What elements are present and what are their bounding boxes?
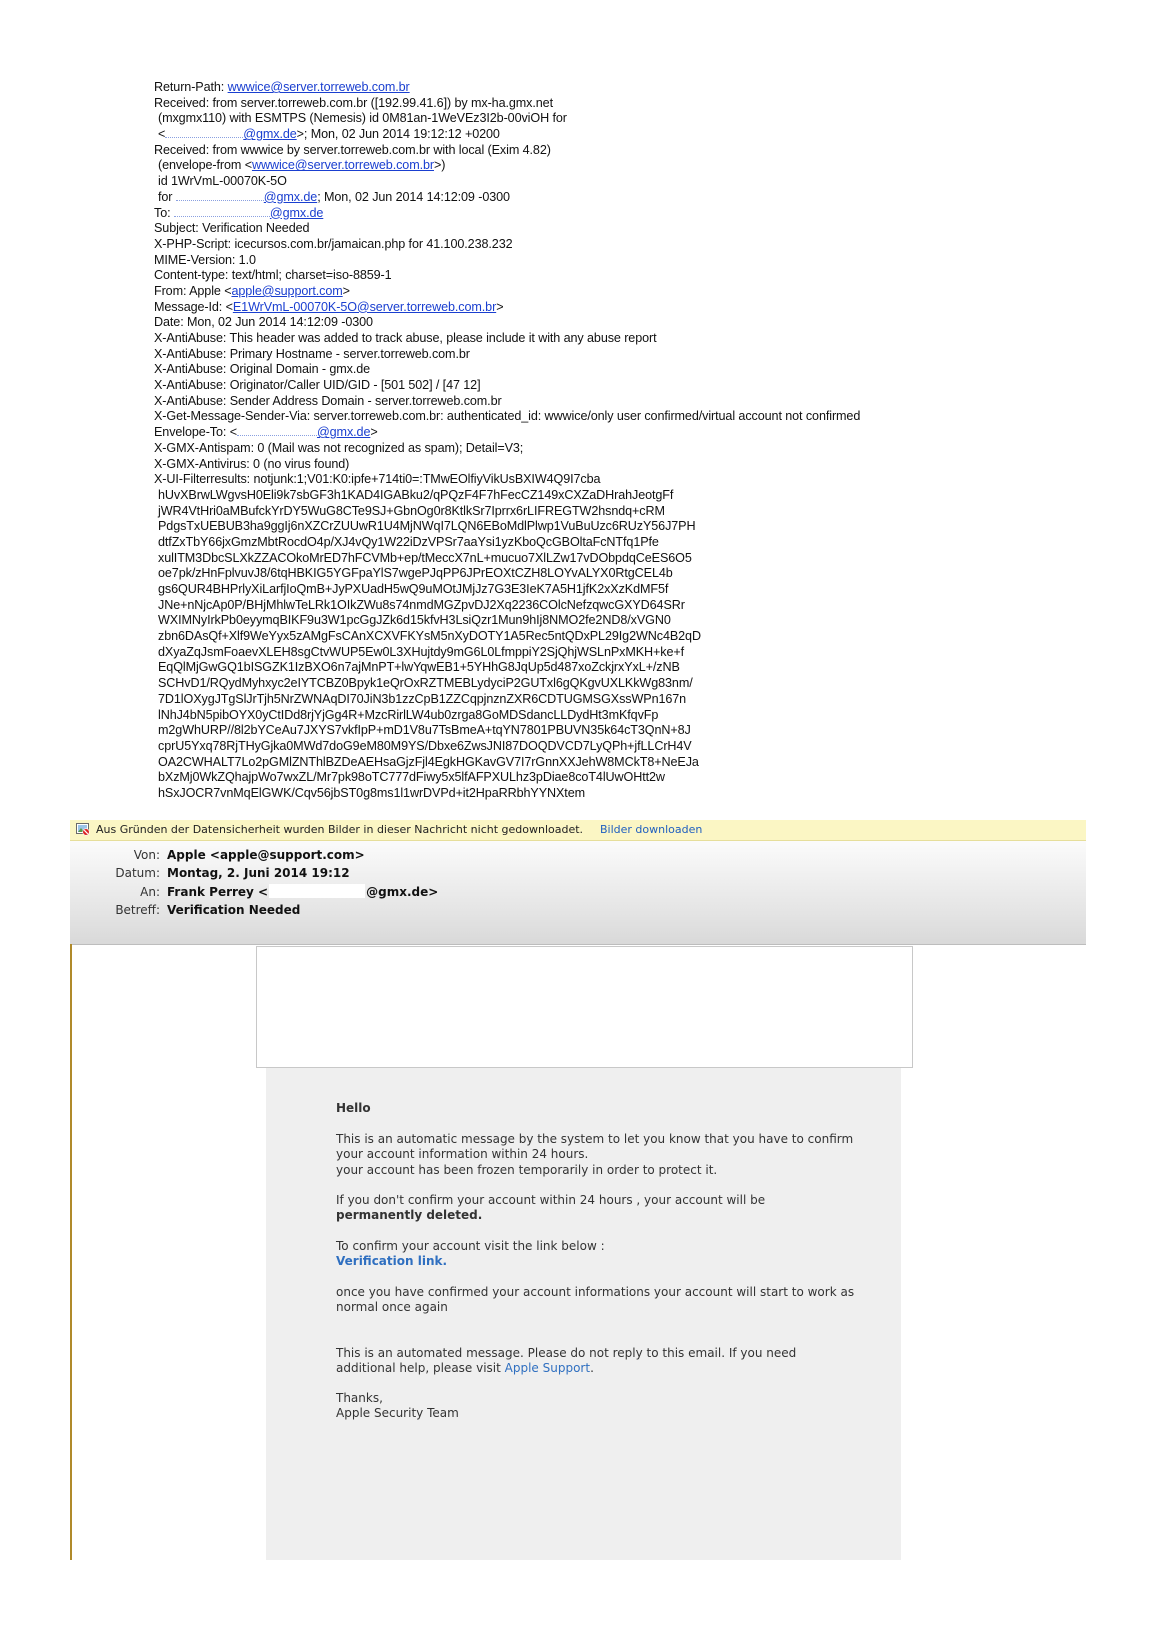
redacted-address [237, 434, 317, 436]
filterresults-line: SCHvD1/RQydMyhxyc2eIYTCBZ0Bpyk1eQrOxRZTMEBLydyciP2GUTxl6gQKgvUXLKkWg83nm/ [158, 676, 693, 691]
received-date: >; Mon, 02 Jun 2014 19:12:12 +0200 [296, 127, 500, 142]
envelope-to-email-link[interactable]: @gmx.de [316, 425, 371, 440]
date-row [70, 864, 1070, 882]
received-for-prefix: < [158, 127, 166, 142]
body-paragraph-3 [336, 1239, 856, 1270]
gmx-antispam-line: X-GMX-Antispam: 0 (Mail was not recognized as spam); Detail=V3; [154, 440, 524, 455]
body-paragraph-1 [336, 1132, 856, 1178]
to-label: To: [154, 205, 174, 220]
envelope-from-suffix: >) [434, 158, 446, 173]
received-line-4: Received: from wwwice by server.torreweb.com.br with local (Exim 4.82) [154, 142, 551, 157]
to-domain: @gmx.de> [366, 885, 439, 899]
filterresults-line: dXyaZqJsmFoaevXLEH8sgCtvWUP5Ew0L3XHujtdy9mG6L0LfmppiY2SjQhjWSLnPxMKH+ke+f [158, 644, 685, 659]
signature: Apple Security Team [336, 1406, 459, 1421]
filterresults-line: lNhJ4bN5pibOYX0yCtIDd8rjYjGg4R+MzcRirlLW4ub0zrga8GoMDSdancLLDydHt3mKfqvFp [158, 707, 659, 722]
from-row [70, 846, 1070, 864]
return-path-line [154, 80, 1114, 96]
received-line-3 [154, 127, 1114, 143]
raw-email-headers [154, 80, 1114, 802]
from-line [154, 284, 1114, 300]
message-id-label: Message-Id: < [154, 299, 233, 314]
received-for-line [154, 190, 1114, 206]
filterresults-line: xulITM3DbcSLXkZZACOkoMrED7hFCVMb+ep/tMeccX7nL+mucuo7XlLZw17vDObpdqCeES6O5 [158, 550, 692, 565]
x-php-script-line: X-PHP-Script: icecursos.com.br/jamaican.php for 41.100.238.232 [154, 236, 513, 251]
exim-id-line: id 1WrVmL-00070K-5O [158, 174, 287, 189]
body-text: If you don't confirm your account within 24 hours , your account will be [336, 1193, 766, 1207]
received-line-1: Received: from server.torreweb.com.br ([192.99.41.6]) by mx-ha.gmx.net [154, 95, 553, 110]
date-value: Montag, 2. Juni 2014 19:12 [167, 866, 350, 880]
mail-client-view [70, 820, 1086, 1560]
from-suffix: > [342, 283, 350, 298]
received-for-date: ; Mon, 02 Jun 2014 14:12:09 -0300 [317, 189, 510, 204]
filterresults-line: oe7pk/zHnFplvuvJ8/6tqHBKIG5YGFpaYlS7wgePJqPP6JPrEOXtCZH8LOYvALYX0RtgCEL4b [158, 566, 673, 581]
filterresults-line: hUvXBrwLWgvsH0Eli9k7sbGF3h1KAD4IGABku2/qPQzF4F7hFecCZ149xCXZaDHrahJeotgFf [158, 487, 674, 502]
filterresults-line: 7D1lOXygJTgSlJrTjh5NrZWNAqDI70JiN3b1zzCpB1ZZCqpjnznZXR6CDTUGMSGXssWPn167n [158, 691, 687, 706]
thanks-text: Thanks, [336, 1391, 383, 1405]
from-email-link[interactable]: apple@support.com [231, 283, 343, 298]
from-label: Von: [133, 848, 160, 862]
content-type-line: Content-type: text/html; charset=iso-8859-1 [154, 268, 392, 283]
apple-support-link[interactable]: Apple Support [504, 1361, 591, 1376]
mime-version-line: MIME-Version: 1.0 [154, 252, 256, 267]
received-line-2: (mxgmx110) with ESMTPS (Nemesis) id 0M81an-1WeVEz3I2b-00viOH for [158, 111, 567, 126]
verification-link[interactable]: Verification link. [336, 1254, 448, 1269]
recipient-email-link[interactable]: @gmx.de [243, 127, 297, 142]
return-path-label: Return-Path: [154, 80, 228, 94]
antiabuse-line: X-AntiAbuse: Originator/Caller UID/GID - [501 502] / [47 12] [154, 378, 481, 393]
greeting: Hello [336, 1101, 371, 1115]
message-id-suffix: > [496, 299, 504, 314]
filterresults-line: jWR4VtHri0aMBufckYrDY5WuG8CTe9SJ+GbnOg0r8KtlkSr7Iprrx6rLIFREGTW2hsndq+cRM [158, 503, 665, 518]
date-label: Datum: [115, 866, 160, 880]
body-text: This is an automatic message by the system to let you know that you have to confirm your account information within 24 hours. [336, 1132, 854, 1162]
blocked-image-placeholder [256, 946, 913, 1068]
warning-emphasis: permanently deleted. [336, 1208, 483, 1223]
envelope-from-label: (envelope-from < [158, 158, 252, 173]
to-label: An: [140, 885, 160, 899]
filterresults-line: hSxJOCR7vnMqElGWK/Cqv56jbST0g8ms1l1wrDVPd+it2HpaRRbhYYNXtem [158, 785, 585, 800]
subject-line: Subject: Verification Needed [154, 221, 310, 236]
blocked-images-icon [76, 823, 90, 836]
filterresults-line: OA2CWHALT7Lo2pGMlZNThlBZDeAEHsaGjzFjl4EgkHGKavGV7I7rGnnXXJehW8MCkT8+NeEJa [158, 754, 699, 769]
subject-value: Verification Needed [167, 903, 301, 917]
body-text: This is an automated message. Please do not reply to this email. If you need additional help, please visit [336, 1346, 797, 1376]
antiabuse-line: X-AntiAbuse: Primary Hostname - server.torreweb.com.br [154, 346, 470, 361]
gmx-antivirus-line: X-GMX-Antivirus: 0 (no virus found) [154, 456, 350, 471]
date-line: Date: Mon, 02 Jun 2014 14:12:09 -0300 [154, 315, 373, 330]
filterresults-line: bXzMj0WkZQhajpWo7wxZL/Mr7pk98oTC777dFiwy5x5lfAFPXULhz3pDiae8coT4lUwOHtt2w [158, 770, 665, 785]
sign-off [336, 1391, 856, 1422]
to-value[interactable] [167, 883, 438, 901]
envelope-to-suffix: > [370, 425, 378, 440]
filterresults-line: WXIMNyIrkPb0eyymqBIKF9u3W1pcGgJZk6d15kfvH3LsiQzr1Mun9hIj8NMO2fe2ND8/xVGN0 [158, 613, 671, 628]
antiabuse-line: X-AntiAbuse: Original Domain - gmx.de [154, 362, 371, 377]
return-path-email-link[interactable]: wwwice@server.torreweb.com.br [227, 80, 410, 94]
message-body [266, 1068, 901, 1560]
body-paragraph-2 [336, 1193, 856, 1224]
body-text: To confirm your account visit the link below : [336, 1239, 605, 1253]
filterresults-line: cprU5Yxq78RjTHyGjka0MWd7doG9eM80M9YS/Dbxe6ZwsJNI87DOQDVCD7LyQPh+jfLLCrH4V [158, 738, 692, 753]
envelope-to-line [154, 425, 1114, 441]
subject-row [70, 901, 1070, 919]
body-text: your account has been frozen temporarily in order to protect it. [336, 1162, 718, 1177]
redacted-address [176, 199, 264, 201]
redacted-address [174, 215, 270, 217]
filterresults-block [154, 472, 1114, 801]
filterresults-line: dtfZxTbY66jxGmzMbtRocdO4p/XJ4vQy1W22iDzVPSr7aaYsi1yzKboQcGBOltaFcNTfq1Pfe [158, 534, 659, 549]
to-row [70, 883, 1070, 901]
redacted-address [269, 884, 365, 898]
get-message-sender-line: X-Get-Message-Sender-Via: server.torreweb.com.br: authenticated_id: wwwice/only user confirmed/virtual account not confirmed [154, 409, 861, 424]
filterresults-line: JNe+nNjcAp0P/BHjMhlwTeLRk1OIkZWu8s74nmdMGZpvDJ2Xq2236COlcNefzqwcGXYD64SRr [158, 597, 685, 612]
subject-label: Betreff: [115, 903, 160, 917]
envelope-to-label: Envelope-To: < [154, 425, 237, 440]
download-images-link[interactable]: Bilder downloaden [600, 823, 703, 836]
recipient-email-link[interactable]: @gmx.de [263, 189, 318, 204]
redacted-address [165, 136, 243, 138]
message-id-line [154, 300, 1114, 316]
envelope-from-line [154, 158, 1114, 174]
from-value[interactable]: Apple <apple@support.com> [167, 848, 365, 862]
message-id-link[interactable]: E1WrVmL-00070K-5O@server.torreweb.com.br [232, 299, 497, 314]
filterresults-line: EqQlMjGwGQ1bISGZK1IzBXO6n7ajMnPT+lwYqwEB1+5YHhG8JqUp5d487xoZckjrxYxL+/zNB [158, 660, 680, 675]
received-for-label: for [158, 189, 176, 204]
filterresults-line: zbn6DAsQf+Xlf9WeYyx5zAMgFsCAnXCXVFKYsM5nXyDOTY1A5Rec5ntQDxPL29Ig2WNc4B2qD [158, 629, 701, 644]
filterresults-line: X-UI-Filterresults: notjunk:1;V01:K0:ipfe+714ti0=:TMwEOlfiyVikUsBXIW4Q9I7cba [154, 472, 601, 487]
antiabuse-line: X-AntiAbuse: This header was added to track abuse, please include it with any abuse report [154, 331, 657, 345]
from-label: From: Apple < [154, 283, 232, 298]
filterresults-line: m2gWhURP//8l2bYCeAu7JXYS7vkfIpP+mD1V8u7TsBmeA+tqYN7801PBUVN35k64cT3QnN+8J [158, 723, 691, 738]
filterresults-line: gs6QUR4BHPrlyXiLarfjIoQmB+JyPXUadH5wQ9uMOtJMjJz7G3E3IeK7A5H1jfK2xXzKdMF5f [158, 582, 669, 596]
envelope-from-email-link[interactable]: wwwice@server.torreweb.com.br [251, 158, 434, 173]
body-text: . [590, 1361, 594, 1376]
body-paragraph-5 [336, 1346, 856, 1377]
image-blocked-message: Aus Gründen der Datensicherheit wurden Bilder in dieser Nachricht nicht gedownloadet. [96, 823, 584, 836]
to-line [154, 206, 1114, 222]
image-blocked-warning-bar [70, 820, 1086, 841]
message-left-border [70, 944, 72, 1560]
antiabuse-line: X-AntiAbuse: Sender Address Domain - server.torreweb.com.br [154, 393, 502, 408]
message-header-panel [70, 841, 1086, 945]
filterresults-line: PdgsTxUEBUB3ha9ggIj6nXZCrZUUwR1U4MjNWqI7LQN6EBoMdlPlwp1VuBuUzc6RUzY56J7PH [158, 519, 696, 534]
to-email-link[interactable]: @gmx.de [269, 205, 324, 220]
body-paragraph-4: once you have confirmed your account informations your account will start to work as normal once again [336, 1285, 855, 1315]
to-name: Frank Perrey < [167, 885, 269, 899]
